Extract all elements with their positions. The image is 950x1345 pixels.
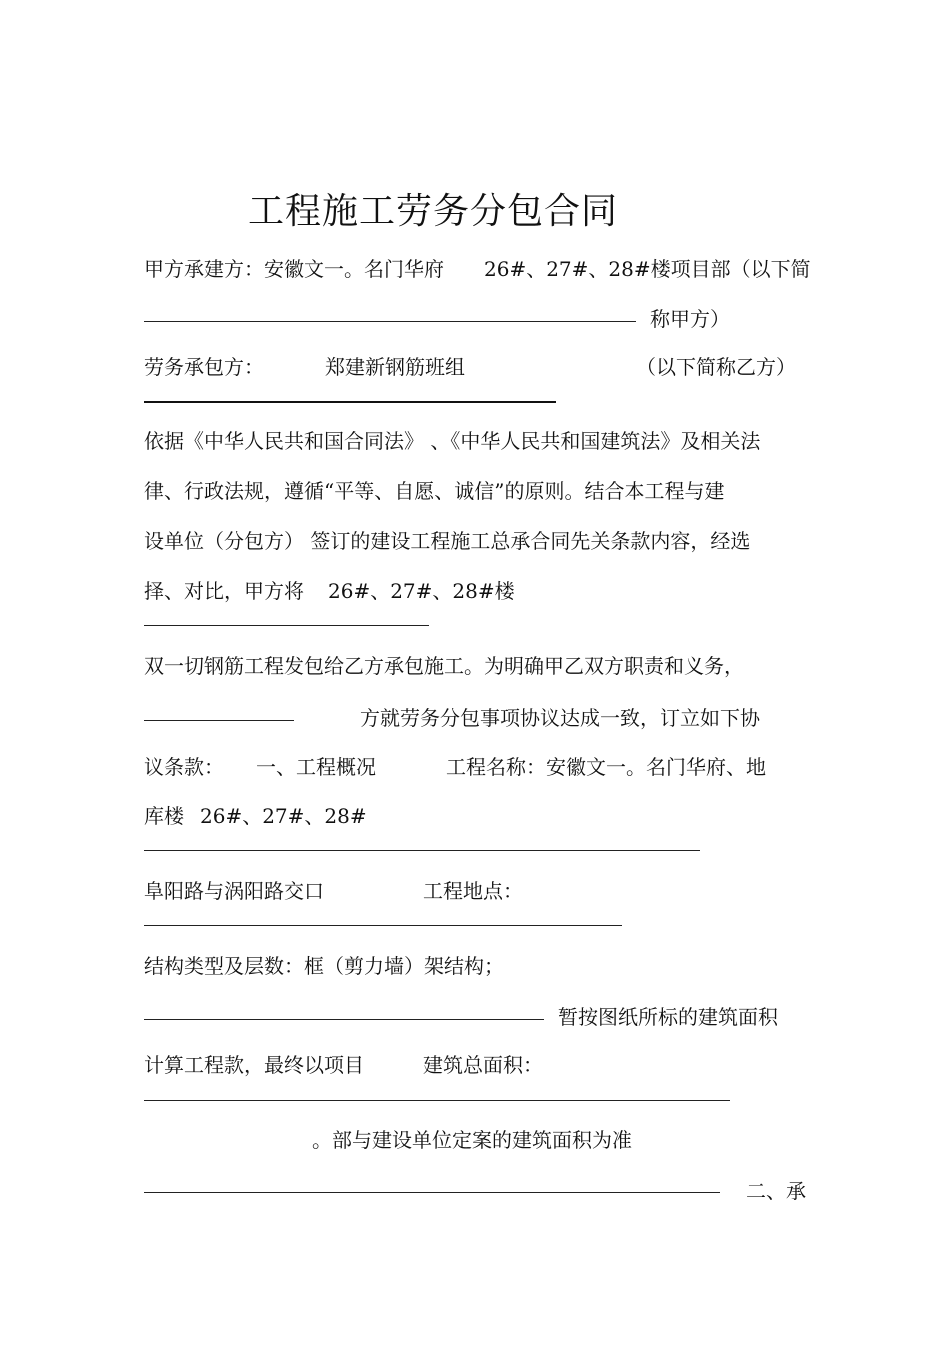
structure-underline-3 (144, 1192, 720, 1193)
structure-line-1: 结构类型及层数：框（剪力墙）架结构； (144, 954, 504, 978)
party-a-underline (144, 321, 636, 322)
location-underline (144, 925, 622, 926)
body-line-7b: 一、工程概况 (256, 755, 376, 779)
body-line-7a: 议条款： (144, 755, 224, 779)
location-value: 阜阳路与涡阳路交口 (144, 879, 324, 903)
structure-line-2: 暂按图纸所标的建筑面积 (558, 1005, 778, 1029)
structure-line-3a: 计算工程款，最终以项目 (144, 1053, 364, 1077)
body-line-4a: 择、对比，甲方将 (144, 579, 304, 603)
party-b-name: 郑建新钢筋班组 (325, 355, 465, 379)
party-a-buildings: 26#、27#、28#楼项目部（以下简 (484, 257, 811, 281)
body-line-2: 律、行政法规，遵循“平等、自愿、诚信”的原则。结合本工程与建 (144, 479, 725, 503)
body-line-7c: 工程名称：安徽文一。名门华府、地 (446, 755, 766, 779)
body-underline-2 (144, 720, 294, 721)
body-underline-1 (144, 625, 429, 626)
party-b-label: 劳务承包方： (144, 355, 264, 379)
structure-line-4: 。部与建设单位定案的建筑面积为准 (312, 1128, 632, 1152)
party-b-underline (144, 401, 556, 403)
structure-underline-2 (144, 1100, 730, 1101)
body-line-4b: 26#、27#、28#楼 (328, 579, 515, 603)
body-line-6: 方就劳务分包事项协议达成一致，订立如下协 (360, 706, 760, 730)
body-underline-3 (144, 850, 700, 851)
body-line-8b: 26#、27#、28# (200, 804, 367, 828)
page-title: 工程施工劳务分包合同 (248, 191, 619, 232)
structure-underline-1 (144, 1019, 544, 1020)
body-line-5: 双一切钢筋工程发包给乙方承包施工。为明确甲乙双方职责和义务， (144, 654, 744, 678)
structure-line-3b: 建筑总面积： (423, 1053, 543, 1077)
body-line-8a: 库楼 (144, 804, 184, 828)
location-label: 工程地点： (423, 879, 523, 903)
party-a-suffix: 称甲方） (650, 307, 730, 331)
body-line-1: 依据《中华人民共和国合同法》 、《中华人民共和国建筑法》及相关法 (144, 429, 761, 453)
party-b-suffix: （以下简称乙方） (636, 355, 796, 379)
body-line-3: 设单位（分包方） 签订的建设工程施工总承合同先关条款内容，经选 (144, 529, 751, 553)
structure-line-5: 二、承 (746, 1179, 806, 1203)
party-a-prefix: 甲方承建方：安徽文一。名门华府 (144, 257, 444, 281)
